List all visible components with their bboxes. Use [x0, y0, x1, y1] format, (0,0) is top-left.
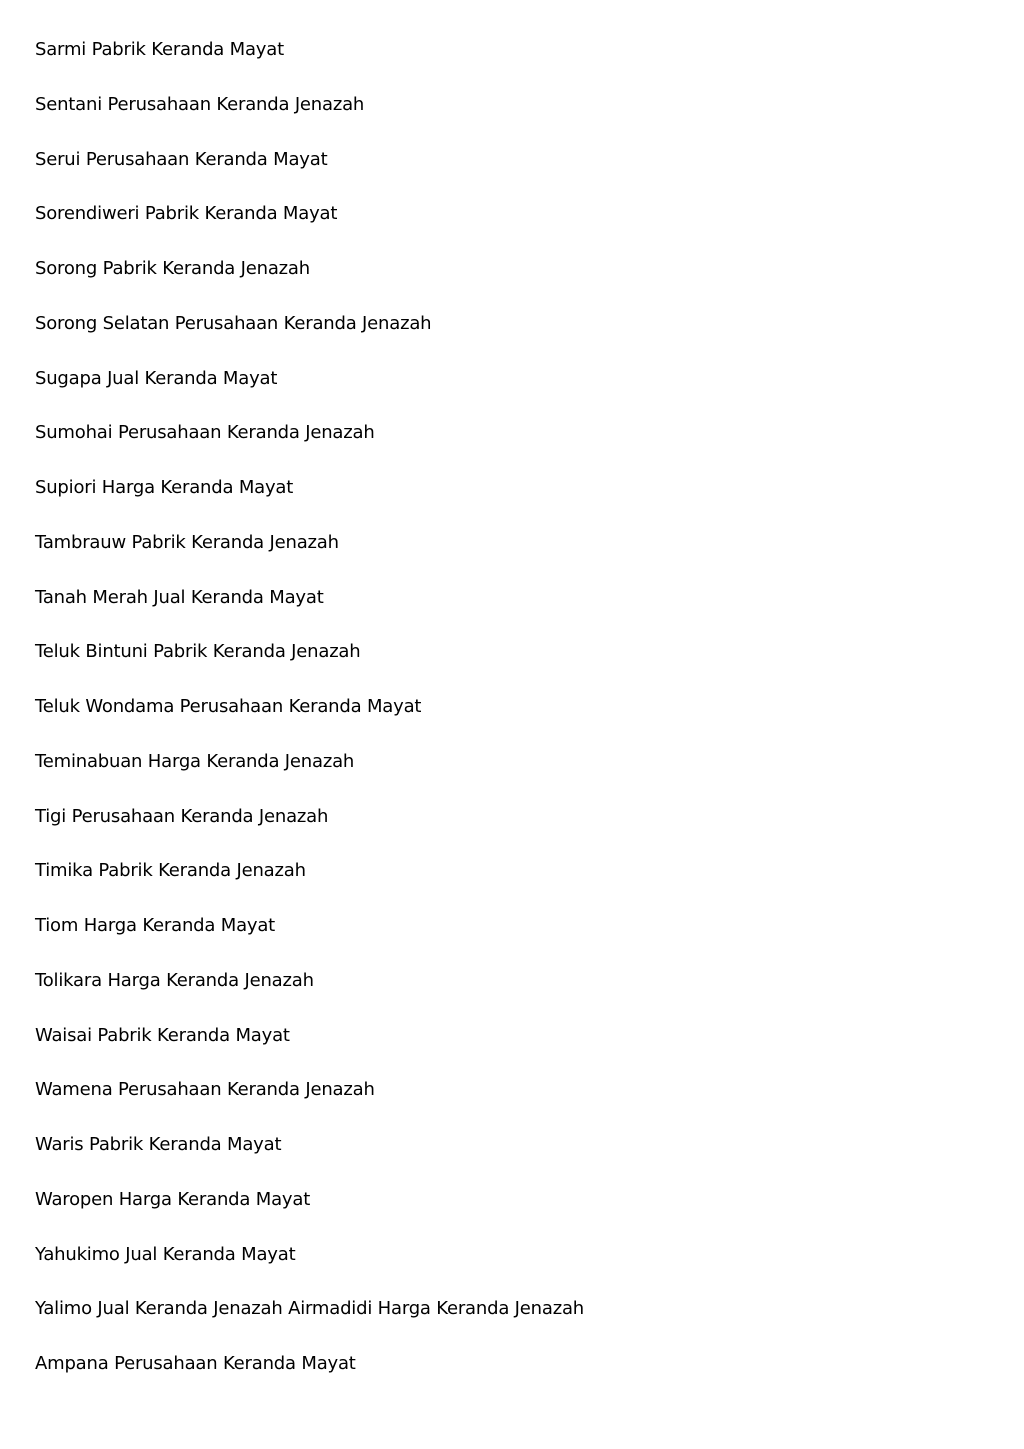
- text-line: Waisai Pabrik Keranda Mayat: [35, 1024, 290, 1046]
- text-line: Supiori Harga Keranda Mayat: [35, 477, 294, 498]
- text-line: Ampana Perusahaan Keranda Mayat: [35, 1353, 356, 1374]
- text-line: Sarmi Pabrik Keranda Mayat: [35, 39, 284, 60]
- text-line: Sumohai Perusahaan Keranda Jenazah: [35, 422, 375, 444]
- text-line: Timika Pabrik Keranda Jenazah: [35, 860, 306, 882]
- text-line: Yahukimo Jual Keranda Mayat: [35, 1243, 296, 1265]
- text-line: Teminabuan Harga Keranda Jenazah: [35, 750, 355, 772]
- text-line: Yalimo Jual Keranda Jenazah Airmadidi Harga Keranda Jenazah: [35, 1298, 584, 1320]
- text-line: Sorong Selatan Perusahaan Keranda Jenazah: [35, 312, 432, 334]
- text-line-list: [35, 36, 995, 1405]
- text-line: Tigi Perusahaan Keranda Jenazah: [35, 805, 329, 827]
- text-line: Tolikara Harga Keranda Jenazah: [35, 969, 314, 991]
- text-line: Waris Pabrik Keranda Mayat: [35, 1134, 282, 1155]
- text-line: Waropen Harga Keranda Mayat: [35, 1188, 311, 1210]
- text-line: Teluk Bintuni Pabrik Keranda Jenazah: [35, 641, 361, 663]
- text-line: Sentani Perusahaan Keranda Jenazah: [35, 93, 365, 115]
- text-line: Teluk Wondama Perusahaan Keranda Mayat: [35, 696, 422, 717]
- text-line: Wamena Perusahaan Keranda Jenazah: [35, 1079, 375, 1101]
- text-line: Tiom Harga Keranda Mayat: [35, 915, 276, 936]
- text-line: Sugapa Jual Keranda Mayat: [35, 367, 278, 389]
- text-line: Tambrauw Pabrik Keranda Jenazah: [35, 531, 339, 553]
- text-line: Sorendiweri Pabrik Keranda Mayat: [35, 203, 338, 225]
- text-line: Tanah Merah Jual Keranda Mayat: [35, 586, 324, 608]
- text-line: Serui Perusahaan Keranda Mayat: [35, 148, 328, 170]
- text-line: Sorong Pabrik Keranda Jenazah: [35, 258, 310, 279]
